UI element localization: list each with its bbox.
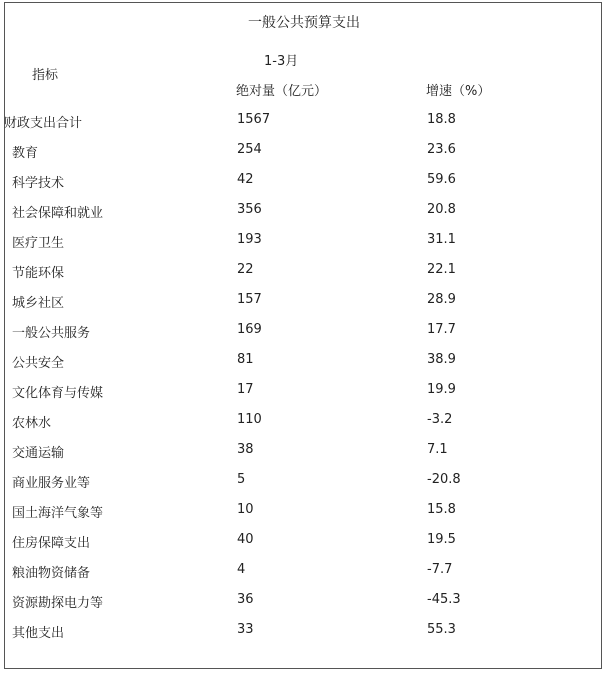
row-absolute-cell: 110	[237, 412, 262, 427]
row-name-cell: 公共安全	[12, 356, 65, 371]
row-name-cell: 农林水	[12, 416, 52, 431]
row-growth-cell: -20.8	[427, 472, 461, 487]
row-growth-cell: 19.5	[427, 532, 456, 547]
table-row	[0, 316, 608, 346]
row-growth-cell: 22.1	[427, 262, 456, 277]
row-growth-cell: 31.1	[427, 232, 456, 247]
row-absolute-cell: 36	[237, 592, 254, 607]
row-growth-cell: 38.9	[427, 352, 456, 367]
row-absolute-cell: 10	[237, 502, 254, 517]
row-name-cell: 节能环保	[12, 266, 65, 281]
table-row	[0, 436, 608, 466]
row-name-cell: 商业服务业等	[12, 476, 91, 491]
row-name-cell: 资源勘探电力等	[12, 596, 104, 611]
row-absolute-cell: 169	[237, 322, 262, 337]
row-absolute-cell: 33	[237, 622, 254, 637]
row-growth-cell: -45.3	[427, 592, 461, 607]
row-absolute-cell: 4	[237, 562, 246, 577]
row-name-cell: 粮油物资储备	[12, 566, 91, 581]
absolute-column-header: 绝对量（亿元）	[236, 84, 328, 99]
table-row	[0, 106, 608, 136]
row-growth-cell: 17.7	[427, 322, 456, 337]
row-name-cell: 财政支出合计	[4, 116, 83, 131]
row-growth-cell: 20.8	[427, 202, 456, 217]
table-row	[0, 496, 608, 526]
row-growth-cell: 23.6	[427, 142, 456, 157]
row-name-cell: 教育	[12, 146, 39, 161]
row-growth-cell: 19.9	[427, 382, 456, 397]
row-name-cell: 科学技术	[12, 176, 65, 191]
row-name-cell: 国土海洋气象等	[12, 506, 104, 521]
table-row	[0, 556, 608, 586]
row-growth-cell: -3.2	[427, 412, 453, 427]
indicator-header: 指标	[32, 68, 59, 83]
table-row	[0, 406, 608, 436]
table-row	[0, 136, 608, 166]
table-row	[0, 346, 608, 376]
table-row	[0, 526, 608, 556]
row-growth-cell: 18.8	[427, 112, 456, 127]
row-name-cell: 医疗卫生	[12, 236, 65, 251]
table-row	[0, 376, 608, 406]
row-absolute-cell: 193	[237, 232, 262, 247]
row-growth-cell: 7.1	[427, 442, 448, 457]
row-name-cell: 其他支出	[12, 626, 65, 641]
row-name-cell: 城乡社区	[12, 296, 65, 311]
row-name-cell: 文化体育与传媒	[12, 386, 104, 401]
table-body	[0, 106, 608, 646]
table-row	[0, 616, 608, 646]
row-absolute-cell: 17	[237, 382, 254, 397]
row-growth-cell: 59.6	[427, 172, 456, 187]
table-row	[0, 466, 608, 496]
row-name-cell: 社会保障和就业	[12, 206, 104, 221]
table-row	[0, 166, 608, 196]
row-absolute-cell: 254	[237, 142, 262, 157]
row-name-cell: 交通运输	[12, 446, 65, 461]
row-absolute-cell: 157	[237, 292, 262, 307]
row-growth-cell: 28.9	[427, 292, 456, 307]
row-absolute-cell: 81	[237, 352, 254, 367]
row-absolute-cell: 22	[237, 262, 254, 277]
row-absolute-cell: 38	[237, 442, 254, 457]
row-growth-cell: -7.7	[427, 562, 453, 577]
row-absolute-cell: 40	[237, 532, 254, 547]
table-row	[0, 226, 608, 256]
table-row	[0, 286, 608, 316]
row-absolute-cell: 1567	[237, 112, 271, 127]
period-label: 1-3月	[264, 54, 299, 69]
row-name-cell: 住房保障支出	[12, 536, 91, 551]
row-name-cell: 一般公共服务	[12, 326, 91, 341]
table-row	[0, 256, 608, 286]
row-growth-cell: 55.3	[427, 622, 456, 637]
row-absolute-cell: 42	[237, 172, 254, 187]
table-row	[0, 586, 608, 616]
table-title: 一般公共预算支出	[248, 15, 360, 31]
row-growth-cell: 15.8	[427, 502, 456, 517]
growth-column-header: 增速（%）	[426, 84, 491, 99]
row-absolute-cell: 356	[237, 202, 262, 217]
row-absolute-cell: 5	[237, 472, 246, 487]
table-row	[0, 196, 608, 226]
